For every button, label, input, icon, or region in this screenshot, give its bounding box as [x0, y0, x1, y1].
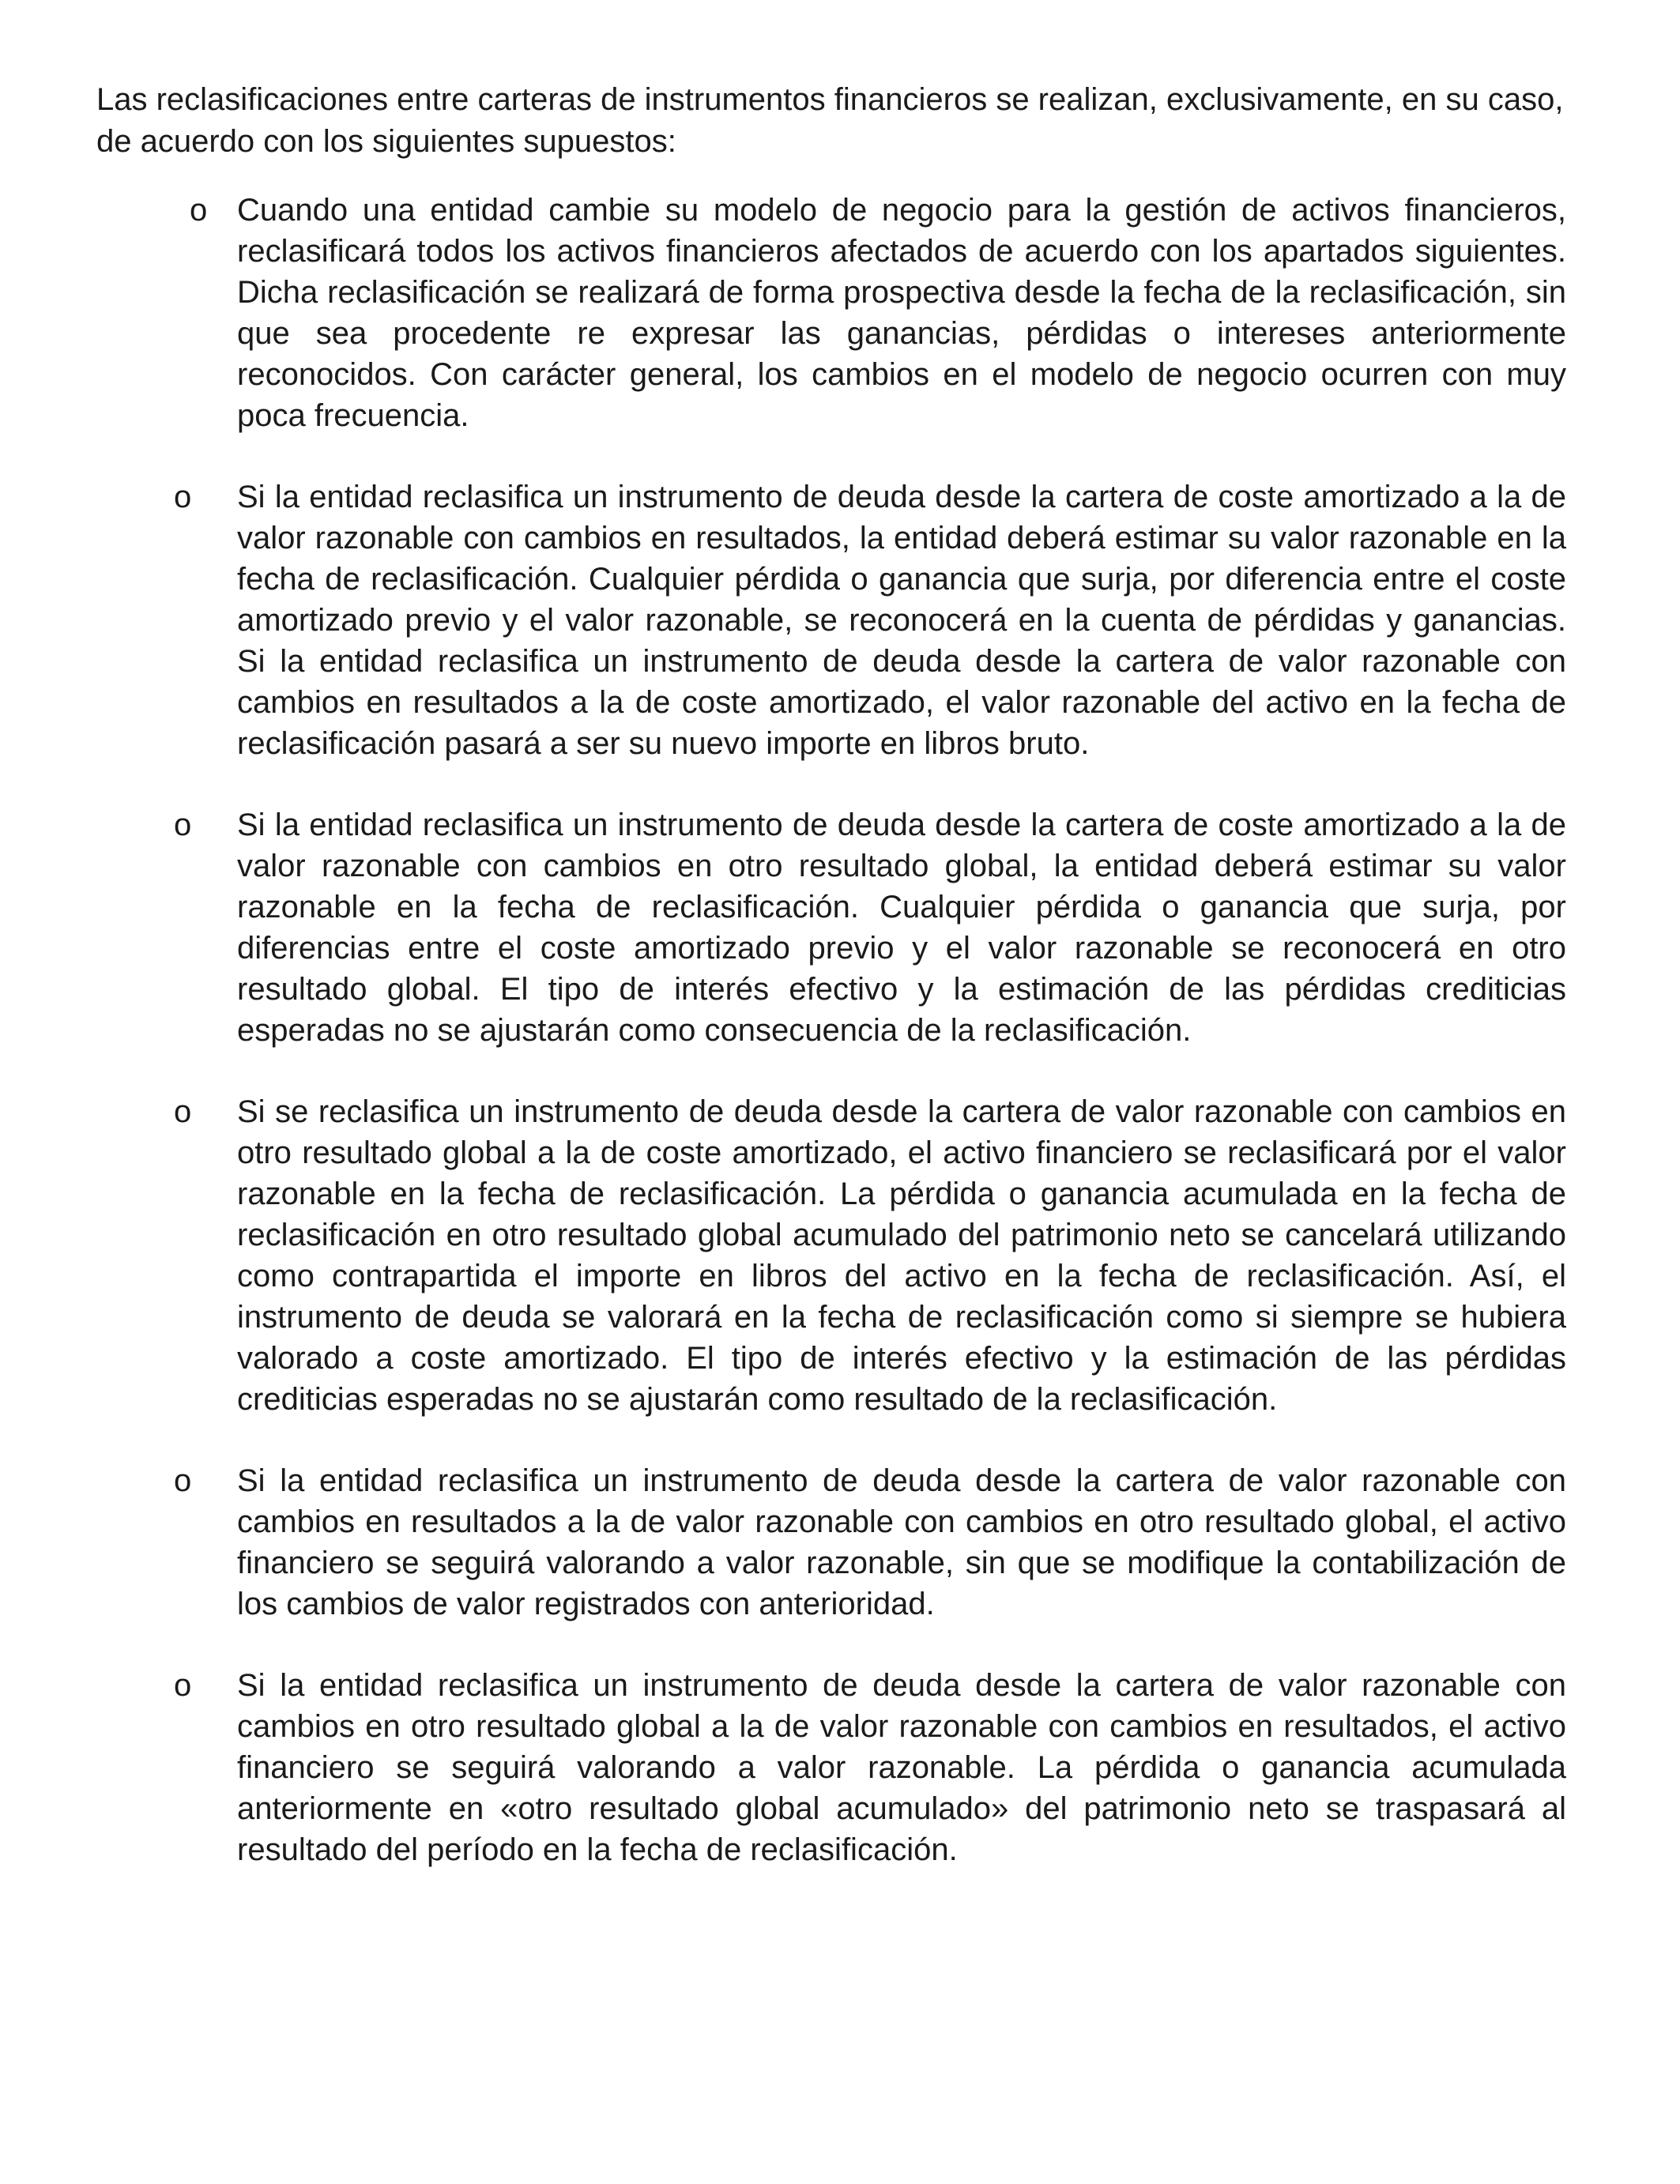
- list-item: [96, 804, 1566, 1051]
- bullet-marker: o: [174, 1668, 192, 1703]
- bullet-marker: o: [174, 1463, 192, 1498]
- list-item-text: Si la entidad reclasifica un instrumento de deuda desde la cartera de valor razonable con cambios en resultados a la de valor razonable con cambios en otro resultado global, el activo financiero se seguirá valorando a valor razonable, sin que se modifique la contabilización de los cambios de valor registrados con anterioridad.: [237, 1463, 1566, 1621]
- list-item: [96, 1091, 1566, 1420]
- list-item-text: Si se reclasifica un instrumento de deuda desde la cartera de valor razonable con cambios en otro resultado global a la de coste amortizado, el activo financiero se reclasificará por el valor razonable en la fecha de reclasificación. La pérdida o ganancia acumulada en la fecha de reclasificación en otro resultado global acumulado del patrimonio neto se cancelará utilizando como contrapartida el importe en libros del activo en la fecha de reclasificación. Así, el instrumento de deuda se valorará en la fecha de reclasificación como si siempre se hubiera valorado a coste amortizado. El tipo de interés efectivo y la estimación de las pérdidas crediticias esperadas no se ajustarán como resultado de la reclasificación.: [237, 1094, 1566, 1417]
- list-item: [96, 1665, 1566, 1870]
- bullet-marker: o: [190, 193, 208, 228]
- list-item-text: Si la entidad reclasifica un instrumento de deuda desde la cartera de coste amortizado a la de valor razonable con cambios en otro resultado global, la entidad deberá estimar su valor razonable en la fecha de reclasificación. Cualquier pérdida o ganancia que surja, por diferencias entre el coste amortizado previo y el valor razonable se reconocerá en otro resultado global. El tipo de interés efectivo y la estimación de las pérdidas crediticias esperadas no se ajustarán como consecuencia de la reclasificación.: [237, 808, 1566, 1048]
- intro-paragraph: Las reclasificaciones entre carteras de instrumentos financieros se realizan, exclusivamente, en su caso, de acuerdo con los siguientes supuestos:: [96, 82, 1564, 159]
- bullet-marker: o: [174, 808, 192, 842]
- bullet-marker: o: [174, 480, 192, 514]
- list-item-text: Cuando una entidad cambie su modelo de negocio para la gestión de activos financieros, reclasificará todos los activos financieros afectados de acuerdo con los apartados siguientes. Dicha reclasificación se realizará de forma prospectiva desde la fecha de la reclasificación, sin que sea procedente re expresar las ganancias, pérdidas o intereses anteriormente reconocidos. Con carácter general, los cambios en el modelo de negocio ocurren con muy poca frecuencia.: [237, 193, 1566, 433]
- list-item: [96, 476, 1566, 764]
- list-item: [96, 190, 1566, 436]
- reclassification-list: [96, 190, 1566, 1870]
- list-item-text: Si la entidad reclasifica un instrumento de deuda desde la cartera de valor razonable con cambios en otro resultado global a la de valor razonable con cambios en resultados, el activo financiero se seguirá valorando a valor razonable. La pérdida o ganancia acumulada anteriormente en «otro resultado global acumulado» del patrimonio neto se traspasará al resultado del período en la fecha de reclasificación.: [237, 1668, 1566, 1867]
- list-item: [96, 1460, 1566, 1625]
- bullet-marker: o: [174, 1094, 192, 1129]
- document-page: [96, 79, 1566, 1911]
- list-item-text: Si la entidad reclasifica un instrumento de deuda desde la cartera de coste amortizado a la de valor razonable con cambios en resultados, la entidad deberá estimar su valor razonable en la fecha de reclasificación. Cualquier pérdida o ganancia que surja, por diferencia entre el coste amortizado previo y el valor razonable, se reconocerá en la cuenta de pérdidas y ganancias. Si la entidad reclasifica un instrumento de deuda desde la cartera de valor razonable con cambios en resultados a la de coste amortizado, el valor razonable del activo en la fecha de reclasificación pasará a ser su nuevo importe en libros bruto.: [237, 480, 1566, 761]
